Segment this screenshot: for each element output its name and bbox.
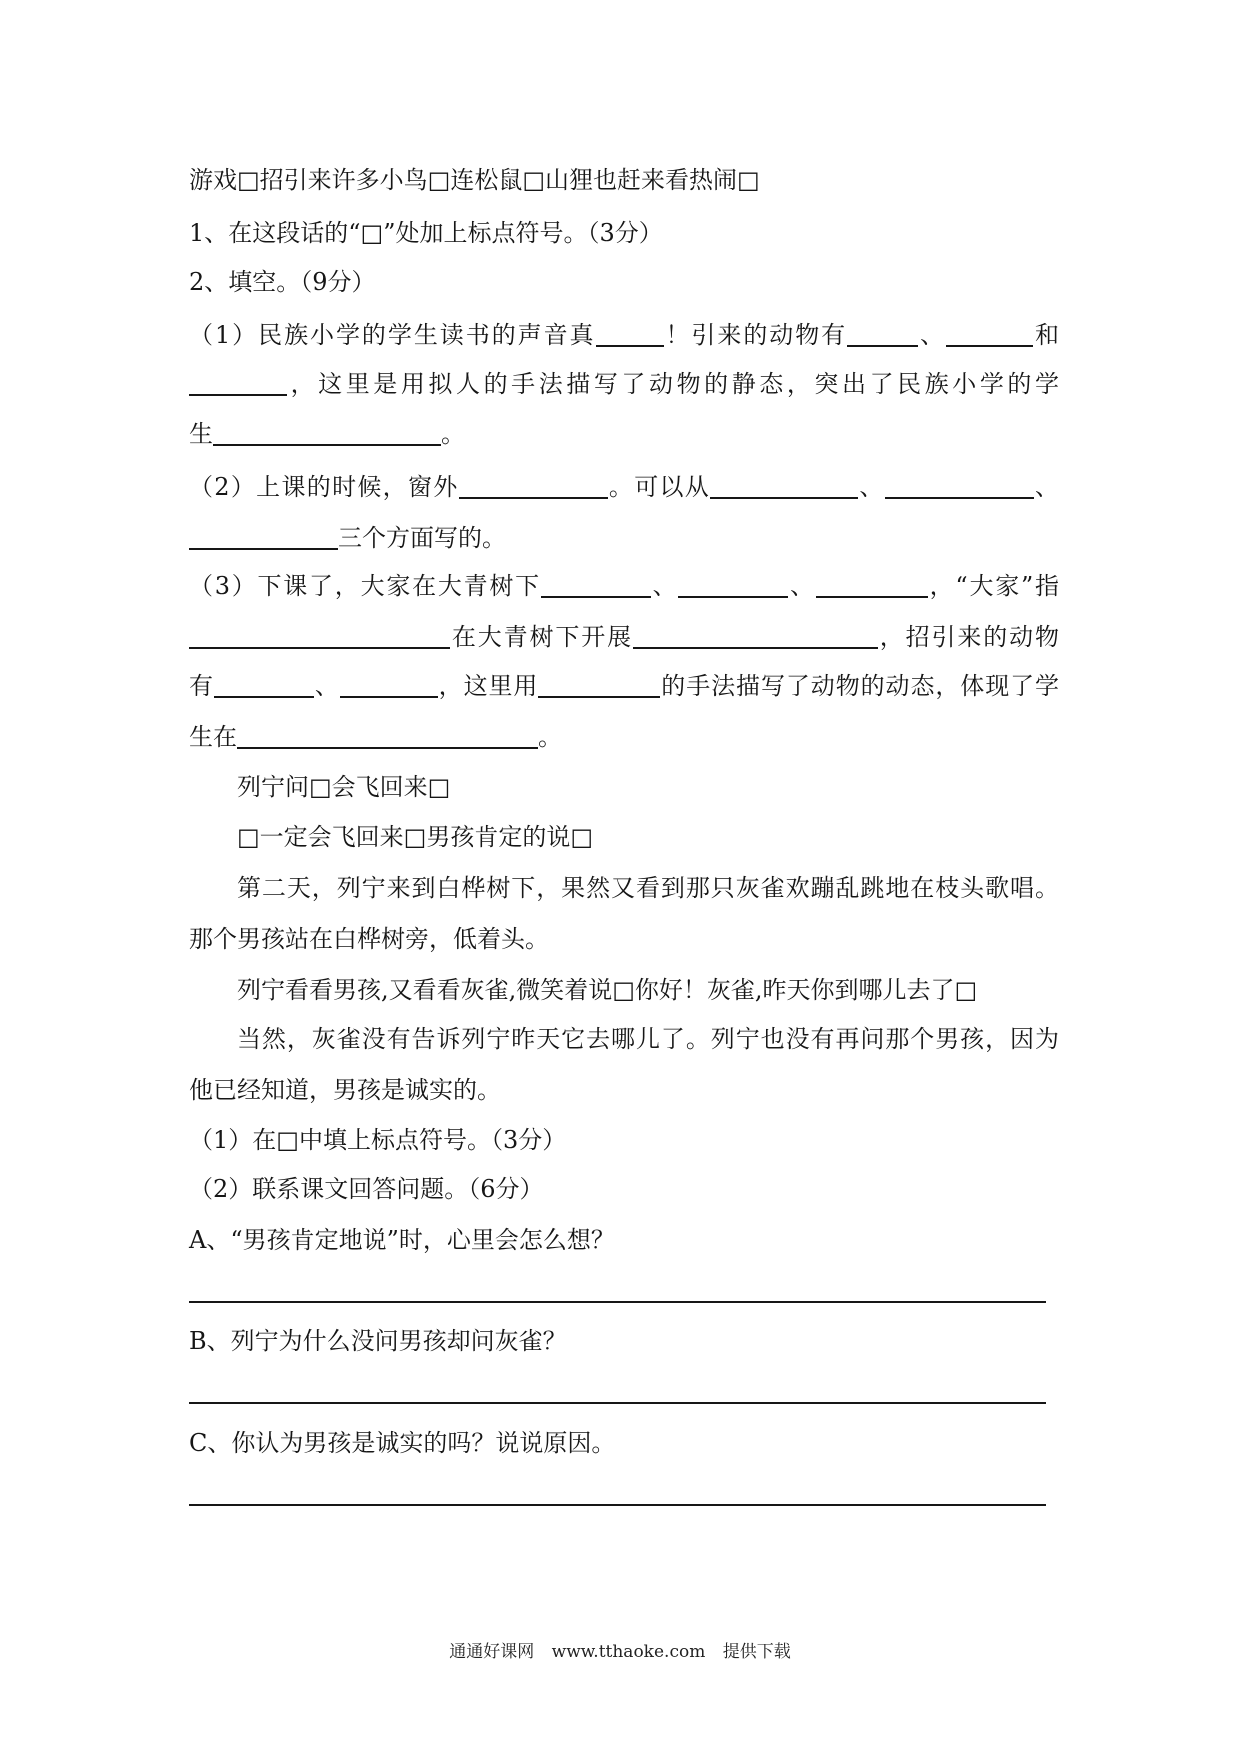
q2-part2-text: 。可以从 <box>607 473 711 501</box>
q2-part3-text: 、 <box>650 572 679 600</box>
q2-part1-text: 、 <box>918 321 947 349</box>
fill-blank <box>678 595 788 598</box>
passage-b-paragraph-3-line-1: 第二天，列宁来到白桦树下，果然又看到那只灰雀欢蹦乱跳地在枝头歌唱。 <box>237 874 1059 902</box>
q2-part3-text: 的手法描写了动物的动态，体现了学 <box>660 672 1060 700</box>
q2-part1-text: ，这里是用拟人的手法描写了动物的静态，突出了民族小学的学 <box>287 370 1059 398</box>
q2-part1-text: ！引来的动物有 <box>663 321 848 349</box>
passage-b-paragraph-2: □一定会飞回来□男孩肯定的说□ <box>237 823 594 851</box>
passage-b-paragraph-3-line-2: 那个男孩站在白桦树旁，低着头。 <box>189 925 549 953</box>
page-footer <box>0 1640 1240 1664</box>
q2-part3-text: 、 <box>313 672 340 700</box>
q2-part3-text: ，“大家”指 <box>927 572 1059 600</box>
passage-b-paragraph-4: 列宁看看男孩,又看看灰雀,微笑着说□你好！灰雀,昨天你到哪儿去了□ <box>237 976 978 1004</box>
question-a: A、“男孩肯定地说”时，心里会怎么想？ <box>189 1226 615 1254</box>
fill-blank <box>340 695 438 698</box>
q2-part3-line4 <box>189 722 1059 752</box>
answer-line-b <box>189 1402 1046 1404</box>
q2-part2-line1 <box>189 472 1059 502</box>
answer-line-c <box>189 1504 1046 1506</box>
q2-part3-text: ，招引来的动物 <box>877 623 1060 651</box>
fill-blank <box>847 344 918 347</box>
q2-part1-line2 <box>189 369 1059 399</box>
footer-url: www.tthaoke.com <box>551 1642 706 1662</box>
fill-blank <box>816 595 928 598</box>
fill-blank <box>214 695 314 698</box>
q2-part1-line3 <box>189 419 1059 449</box>
q2-part3-line2 <box>189 622 1059 652</box>
fill-blank <box>633 646 878 649</box>
q2-part2-line2 <box>189 523 1059 553</box>
q2-part1-text: （1）民族小学的学生读书的声音真 <box>189 321 596 349</box>
passage-b-paragraph-5-line-2: 他已经知道，男孩是诚实的。 <box>189 1076 501 1104</box>
fill-blank <box>189 646 450 649</box>
q2-part1-text: 生 <box>189 420 213 448</box>
q2-part3-text: （3）下课了，大家在大青树下 <box>189 572 541 600</box>
footer-site-name: 通通好课网 <box>449 1642 535 1662</box>
fill-blank <box>538 695 660 698</box>
fill-blank <box>189 393 287 396</box>
q2-part2-text: 、 <box>1033 473 1060 501</box>
q2-part1-line1 <box>189 320 1059 350</box>
fill-blank <box>596 344 664 347</box>
q2-part3-text: ，这里用 <box>437 672 539 700</box>
q2-part3-text: 有 <box>189 672 214 700</box>
q2-part2-text: 三个方面写的。 <box>338 524 506 552</box>
question-1-prompt: 1、在这段话的“□”处加上标点符号。（3分） <box>189 219 663 247</box>
passage-b-question-2: （2）联系课文回答问题。（6分） <box>189 1175 544 1203</box>
q2-part1-text: 和 <box>1033 321 1059 349</box>
question-c: C、你认为男孩是诚实的吗？说说原因。 <box>189 1429 616 1457</box>
fill-blank <box>541 595 651 598</box>
q2-part3-line3 <box>189 671 1059 701</box>
q2-part3-text: 。 <box>538 723 562 751</box>
q2-part2-text: （2）上课的时候，窗外 <box>189 473 459 501</box>
fill-blank <box>459 496 608 499</box>
passage-b-question-1: （1）在□中填上标点符号。（3分） <box>189 1126 567 1154</box>
q2-part3-text: 生在 <box>189 723 237 751</box>
fill-blank <box>237 746 538 749</box>
fill-blank <box>946 344 1033 347</box>
q2-part3-text: 、 <box>788 572 816 600</box>
footer-download-note: 提供下载 <box>722 1642 791 1662</box>
q2-part3-text: 在大青树下开展 <box>450 623 633 651</box>
q2-part2-text: 、 <box>858 473 885 501</box>
question-b: B、列宁为什么没问男孩却问灰雀？ <box>189 1327 567 1355</box>
fill-blank <box>710 496 858 499</box>
passage-b-paragraph-1: 列宁问□会飞回来□ <box>237 773 451 801</box>
answer-line-a <box>189 1301 1046 1303</box>
fill-blank <box>885 496 1034 499</box>
q2-part3-line1 <box>189 571 1059 601</box>
passage-a-text: 游戏□招引来许多小鸟□连松鼠□山狸也赶来看热闹□ <box>189 166 760 194</box>
passage-b-paragraph-5-line-1: 当然，灰雀没有告诉列宁昨天它去哪儿了。列宁也没有再问那个男孩，因为 <box>237 1025 1059 1053</box>
fill-blank <box>213 443 441 446</box>
fill-blank <box>189 547 338 550</box>
question-2-title: 2、填空。（9分） <box>189 268 376 296</box>
q2-part1-text: 。 <box>441 420 465 448</box>
